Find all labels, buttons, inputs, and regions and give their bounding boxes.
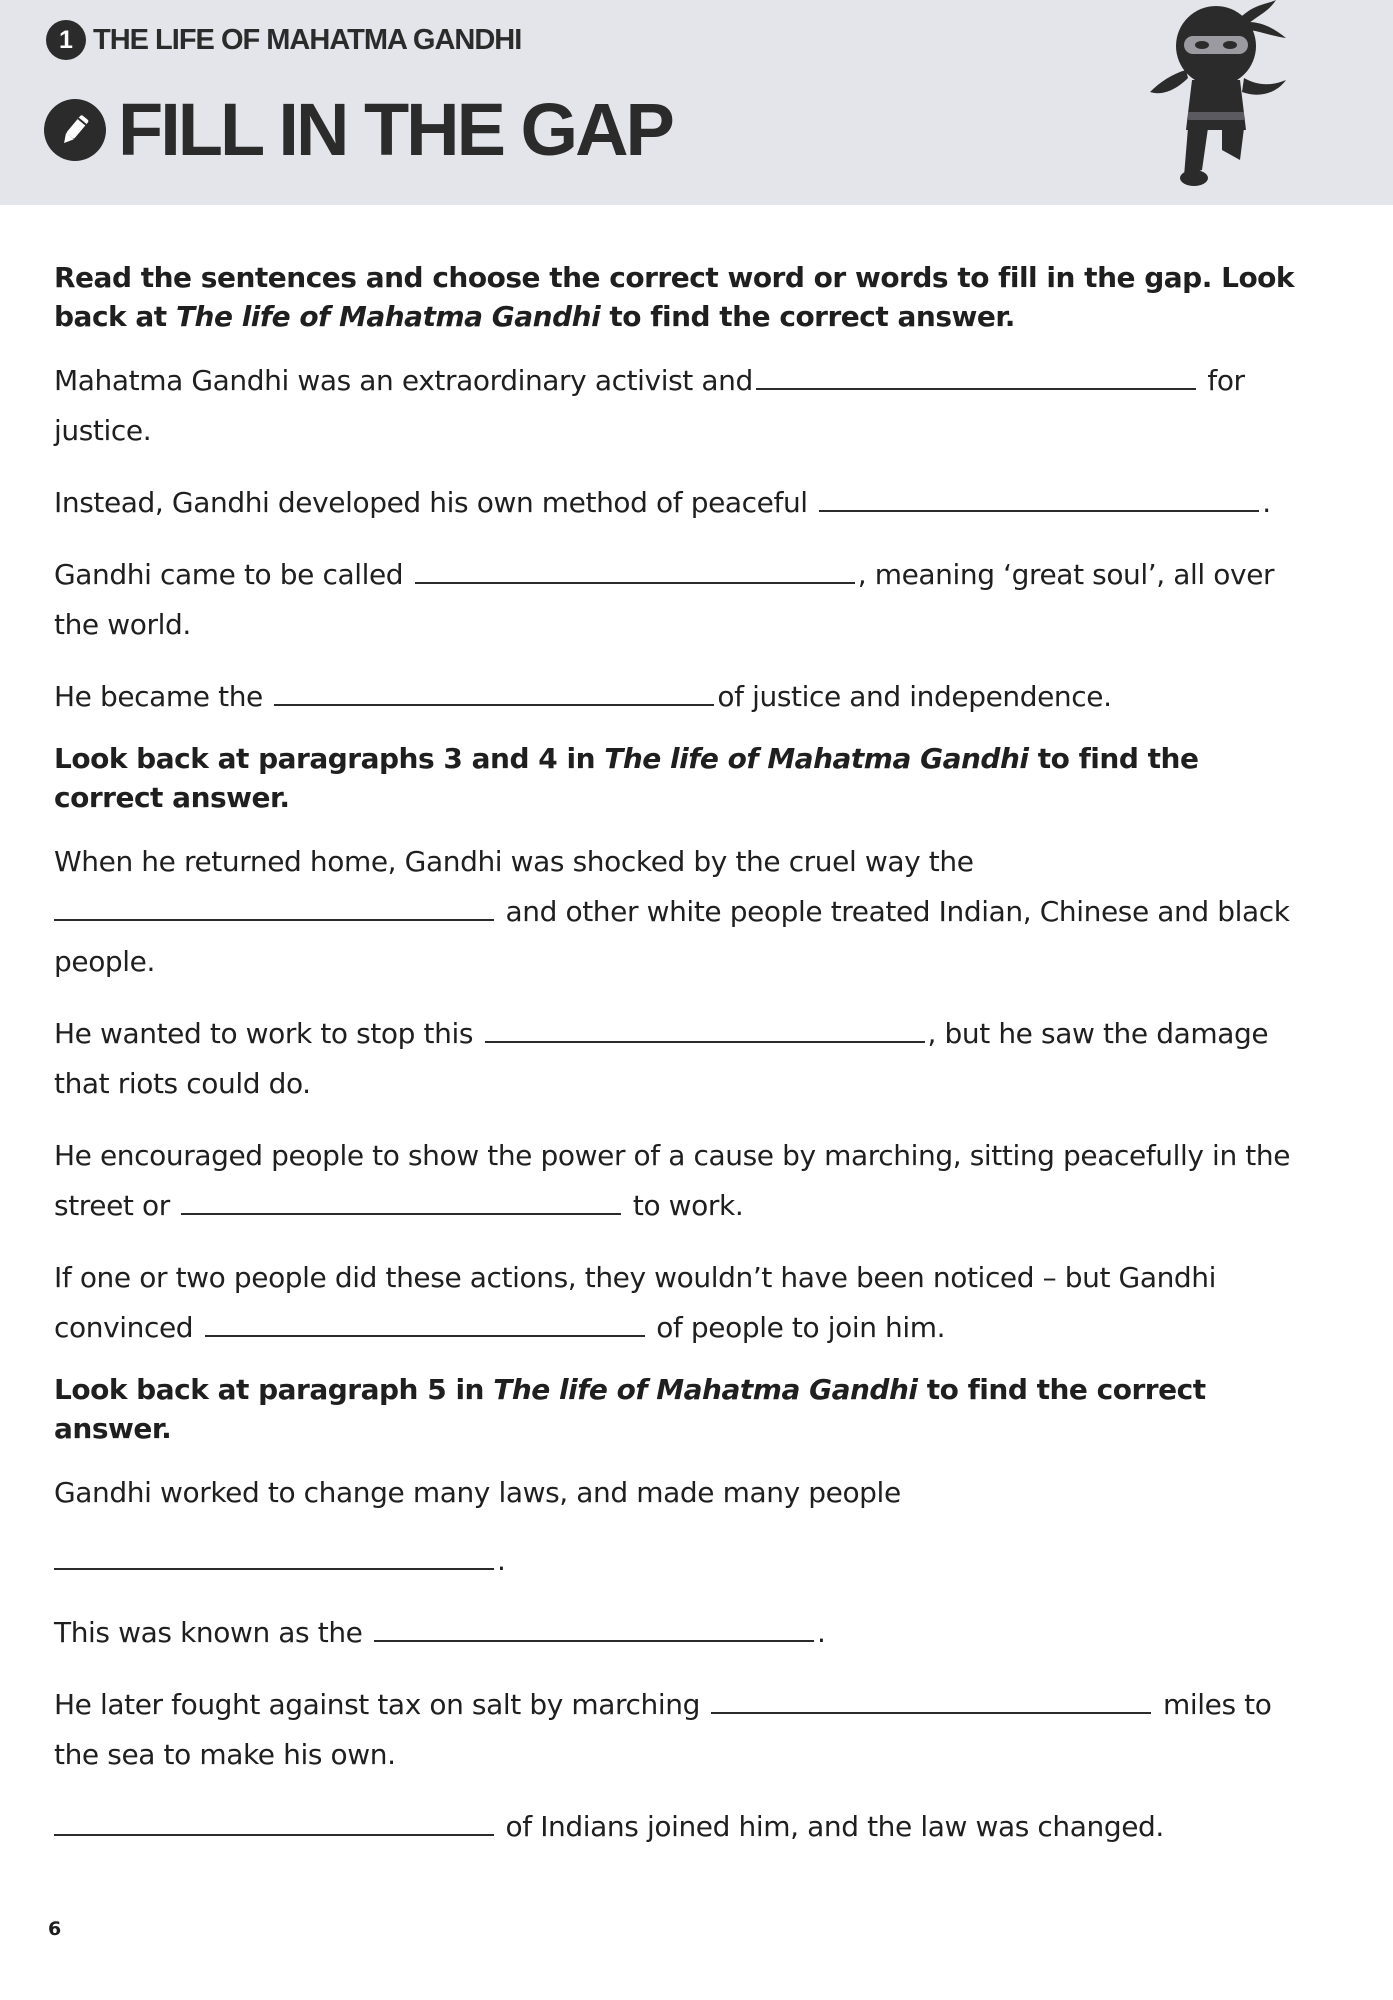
chapter-number-badge: 1 — [46, 20, 86, 60]
chapter-title: THE LIFE OF MAHATMA GANDHI — [93, 23, 522, 56]
question-12: of Indians joined him, and the law was changed. — [54, 1802, 1304, 1852]
question-9: Gandhi worked to change many laws, and made many people . — [54, 1476, 901, 1577]
instruction-2: Look back at paragraphs 3 and 4 in The life of Mahatma Gandhi to find the correct answer. — [54, 742, 1199, 814]
answer-blank-6[interactable] — [485, 1011, 925, 1043]
pencil-icon — [44, 99, 106, 161]
answer-blank-3[interactable] — [415, 552, 855, 584]
question-7: He encouraged people to show the power of a cause by marching, sitting peacefully in the street or to work. — [54, 1139, 1291, 1222]
answer-blank-10[interactable] — [374, 1610, 814, 1642]
question-6: He wanted to work to stop this , but he saw the damage that riots could do. — [54, 1009, 1304, 1109]
question-11: He later fought against tax on salt by marching miles to the sea to make his own. — [54, 1680, 1304, 1780]
answer-blank-11[interactable] — [711, 1682, 1151, 1714]
page-header — [0, 0, 1393, 205]
answer-blank-9[interactable] — [54, 1538, 494, 1570]
instruction-1: Read the sentences and choose the correct word or words to fill in the gap. Look back at The life of Mahatma Gandhi to find the correct answer. — [54, 261, 1295, 333]
answer-blank-4[interactable] — [274, 674, 714, 706]
answer-blank-2[interactable] — [819, 480, 1259, 512]
question-1: Mahatma Gandhi was an extraordinary activist and for justice. — [54, 356, 1304, 456]
page-title: FILL IN THE GAP — [118, 88, 672, 171]
question-5: When he returned home, Gandhi was shocked by the cruel way the and other white people treated Indian, Chinese and black people. — [54, 845, 1290, 978]
question-2: Instead, Gandhi developed his own method of peaceful . — [54, 478, 1304, 528]
answer-blank-5[interactable] — [54, 889, 494, 921]
answer-blank-7[interactable] — [181, 1183, 621, 1215]
instruction-3: Look back at paragraph 5 in The life of Mahatma Gandhi to find the correct answer. — [54, 1373, 1206, 1445]
question-4: He became the of justice and independence. — [54, 672, 1304, 722]
answer-blank-8[interactable] — [205, 1305, 645, 1337]
page-number: 6 — [48, 1918, 62, 1940]
worksheet-body — [54, 258, 1304, 1852]
answer-blank-1[interactable] — [756, 358, 1196, 390]
answer-blank-12[interactable] — [54, 1804, 494, 1836]
question-10: This was known as the . — [54, 1608, 1304, 1658]
title-row — [44, 88, 672, 171]
question-3: Gandhi came to be called , meaning ‘great soul’, all over the world. — [54, 550, 1304, 650]
question-8: If one or two people did these actions, they wouldn’t have been noticed – but Gandhi convinced of people to join him. — [54, 1261, 1217, 1344]
chapter-label — [46, 20, 521, 60]
ninja-icon — [1136, 0, 1296, 199]
